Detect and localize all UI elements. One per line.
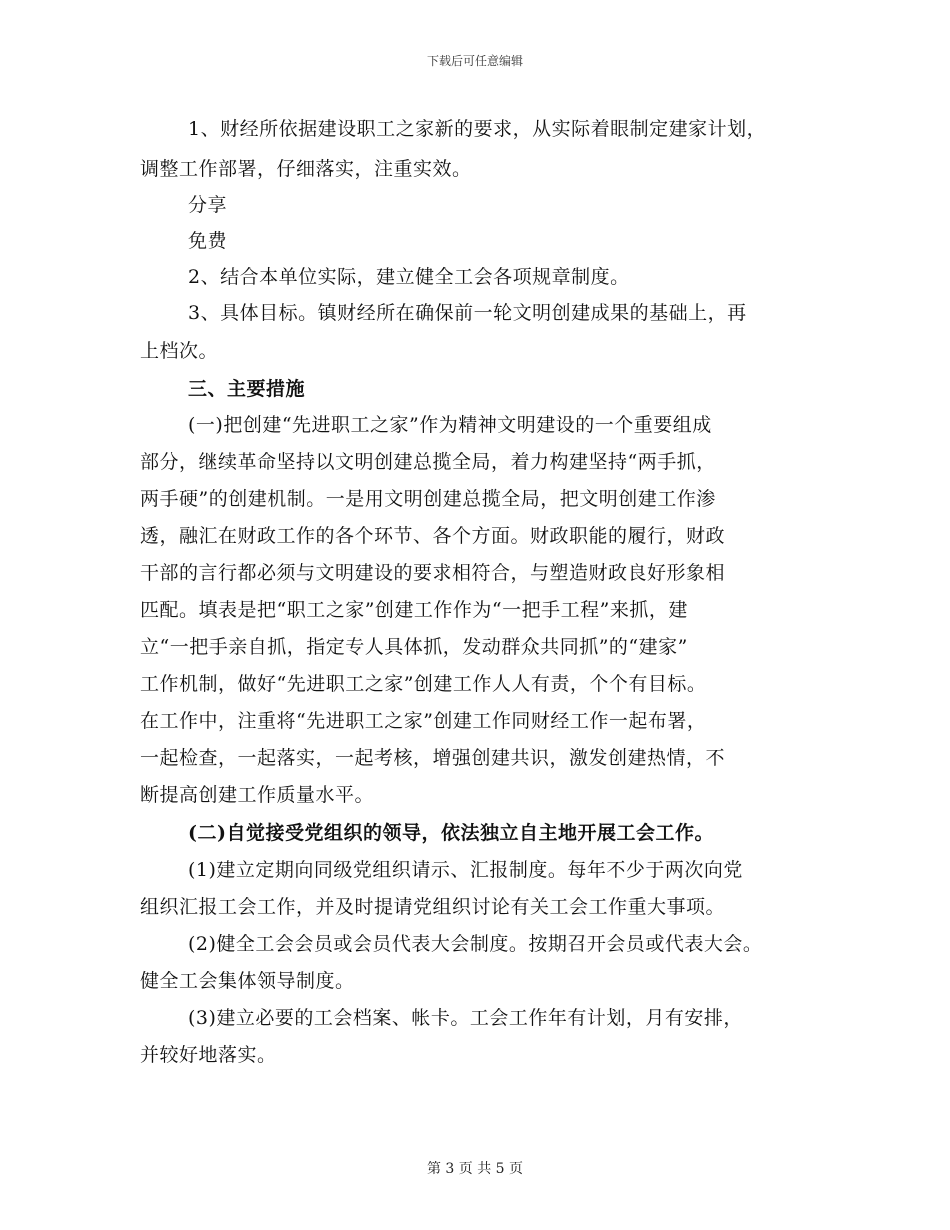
paragraph-line: 在工作中，注重将“先进职工之家”创建工作同财经工作一起布署， <box>140 710 707 732</box>
paragraph-line: (一)把创建“先进职工之家”作为精神文明建设的一个重要组成 <box>188 414 712 436</box>
paragraph-line: 2、结合本单位实际，建立健全工会各项规章制度。 <box>188 266 630 288</box>
paragraph-line: (2)健全工会会员或会员代表大会制度。按期召开会员或代表大会。 <box>188 933 763 955</box>
paragraph-line: 组织汇报工会工作，并及时提请党组织讨论有关工会工作重大事项。 <box>140 896 726 918</box>
paragraph-line: 部分，继续革命坚持以文明创建总揽全局，着力构建坚持“两手抓， <box>140 451 716 473</box>
paragraph-line: (3)建立必要的工会档案、帐卡。工会工作年有计划，月有安排， <box>188 1007 743 1029</box>
subsection-heading: (二)自觉接受党组织的领导，依法独立自主地开展工会工作。 <box>188 822 714 844</box>
paragraph-line: 健全工会集体领导制度。 <box>140 970 355 992</box>
page-footer: 第 3 页 共 5 页 <box>426 1161 524 1177</box>
section-heading: 三、主要措施 <box>188 378 306 400</box>
paragraph-line: 1、财经所依据建设职工之家新的要求，从实际着眼制定建家计划， <box>188 118 767 140</box>
paragraph-line: 断提高创建工作质量水平。 <box>140 784 375 806</box>
paragraph-line: 匹配。填表是把“职工之家”创建工作作为“一把手工程”来抓，建 <box>140 599 688 621</box>
paragraph-line: 分享 <box>188 194 228 216</box>
paragraph-line: 调整工作部署，仔细落实，注重实效。 <box>140 158 472 180</box>
paragraph-line: (1)建立定期向同级党组织请示、汇报制度。每年不少于两次向党 <box>188 859 743 881</box>
paragraph-line: 一起检查，一起落实，一起考核，增强创建共识，激发创建热情，不 <box>140 747 726 769</box>
page-header: 下载后可任意编辑 <box>426 54 523 68</box>
paragraph-line: 干部的言行都必须与文明建设的要求相符合，与塑造财政良好形象相 <box>140 562 726 584</box>
paragraph-line: 免费 <box>188 230 228 252</box>
paragraph-line: 并较好地落实。 <box>140 1044 277 1066</box>
paragraph-line: 透，融汇在财政工作的各个环节、各个方面。财政职能的履行，财政 <box>140 525 726 547</box>
paragraph-line: 上档次。 <box>140 340 219 362</box>
paragraph-line: 工作机制，做好“先进职工之家”创建工作人人有责，个个有目标。 <box>140 673 707 695</box>
paragraph-line: 3、具体目标。镇财经所在确保前一轮文明创建成果的基础上，再 <box>188 302 747 324</box>
paragraph-line: 立“一把手亲自抓，指定专人具体抓，发动群众共同抓”的“建家” <box>140 636 688 658</box>
paragraph-line: 两手硬”的创建机制。一是用文明创建总揽全局，把文明创建工作渗 <box>140 488 716 510</box>
